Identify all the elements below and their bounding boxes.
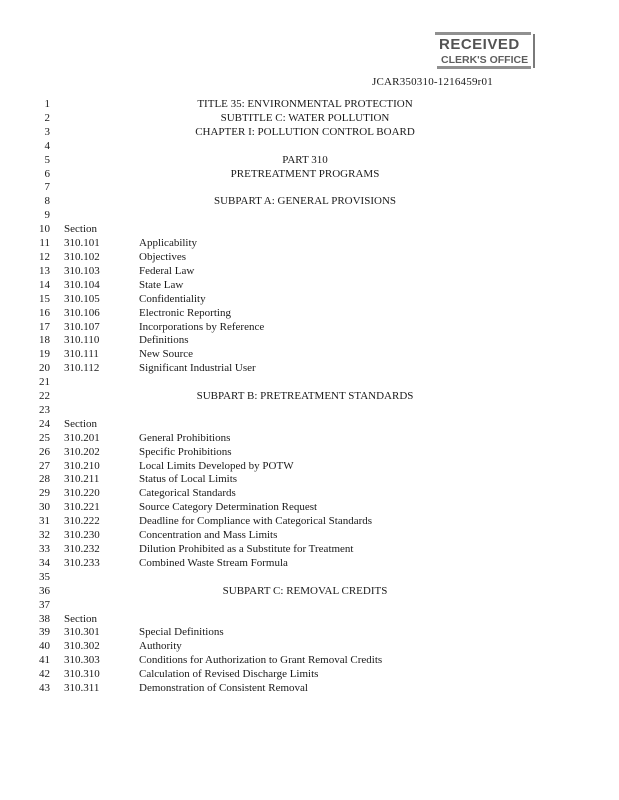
line-number: 29 (39, 487, 50, 500)
section-title: Deadline for Compliance with Categorical Standards (139, 515, 373, 528)
heading-text: SUBPART B: PRETREATMENT STANDARDS (196, 390, 414, 403)
section-number: 310.110 (64, 334, 100, 347)
section-title: Calculation of Revised Discharge Limits (139, 668, 319, 681)
section-number: 310.104 (64, 278, 100, 291)
line-number: 38 (39, 612, 50, 625)
document-line (0, 682, 619, 696)
document-line (0, 348, 619, 362)
section-title: Confidentiality (139, 292, 206, 305)
document-line (0, 585, 619, 599)
line-number: 8 (44, 195, 50, 208)
document-line (0, 265, 619, 279)
section-title: Incorporations by Reference (139, 320, 265, 333)
line-number: 43 (39, 682, 50, 695)
line-number: 26 (39, 445, 50, 458)
document-line (0, 168, 619, 182)
heading-text: PRETREATMENT PROGRAMS (230, 167, 380, 180)
heading-text: SUBTITLE C: WATER POLLUTION (220, 111, 390, 124)
document-line (0, 654, 619, 668)
line-number: 35 (39, 570, 50, 583)
section-title: Authority (139, 640, 182, 653)
line-number: 41 (39, 654, 50, 667)
document-line (0, 112, 619, 126)
line-number: 42 (39, 668, 50, 681)
document-line (0, 321, 619, 335)
document-line (0, 460, 619, 474)
document-line (0, 487, 619, 501)
line-number: 31 (39, 515, 50, 528)
section-title: Special Definitions (139, 626, 224, 639)
section-title: Combined Waste Stream Formula (139, 556, 288, 569)
section-title: General Prohibitions (139, 431, 231, 444)
section-number: 310.220 (64, 487, 100, 500)
section-number: 310.211 (64, 473, 100, 486)
document-body (0, 98, 619, 696)
section-number: 310.103 (64, 264, 100, 277)
section-number: 310.222 (64, 515, 100, 528)
section-number: 310.101 (64, 237, 100, 250)
line-number: 11 (39, 237, 50, 250)
section-number: 310.311 (64, 682, 100, 695)
section-number: 310.106 (64, 306, 100, 319)
line-number: 4 (44, 139, 50, 152)
section-number: 310.232 (64, 543, 100, 555)
section-number: 310.111 (64, 348, 99, 361)
section-title: Local Limits Developed by POTW (139, 459, 294, 472)
line-number: 20 (39, 362, 50, 375)
section-label: Section (64, 223, 97, 236)
document-line (0, 223, 619, 237)
document-line (0, 404, 619, 418)
section-number: 310.301 (64, 626, 100, 639)
document-line (0, 473, 619, 487)
line-number: 37 (39, 598, 50, 611)
line-number: 1 (44, 98, 50, 110)
line-number: 2 (44, 111, 50, 124)
section-title: Demonstration of Consistent Removal (139, 682, 308, 695)
line-number: 21 (39, 376, 50, 389)
document-line (0, 446, 619, 460)
document-line (0, 376, 619, 390)
line-number: 28 (39, 473, 50, 486)
received-stamp-graphic (433, 30, 537, 72)
line-number: 10 (39, 223, 50, 236)
line-number: 3 (44, 125, 50, 138)
document-line (0, 557, 619, 571)
line-number: 17 (39, 320, 50, 333)
document-line (0, 529, 619, 543)
line-number: 40 (39, 640, 50, 653)
section-number: 310.310 (64, 668, 100, 681)
document-line (0, 251, 619, 265)
line-number: 19 (39, 348, 50, 361)
document-line (0, 599, 619, 613)
document-line (0, 668, 619, 682)
line-number: 36 (39, 584, 50, 597)
section-title: New Source (139, 348, 194, 361)
line-number: 25 (39, 431, 50, 444)
section-title: Applicability (139, 237, 198, 250)
section-title: Definitions (139, 334, 189, 347)
section-label: Section (64, 417, 97, 430)
document-line (0, 293, 619, 307)
section-title: Federal Law (139, 264, 195, 277)
section-title: Specific Prohibitions (139, 445, 232, 458)
document-line (0, 237, 619, 251)
section-number: 310.112 (64, 362, 100, 375)
document-line (0, 613, 619, 627)
section-title: Concentration and Mass Limits (139, 529, 278, 542)
line-number: 7 (44, 181, 50, 194)
document-line (0, 543, 619, 557)
document-line (0, 140, 619, 154)
document-id: JCAR350310-1216459r01 (372, 76, 493, 88)
line-number: 24 (39, 417, 50, 430)
document-line (0, 626, 619, 640)
section-title: Conditions for Authorization to Grant Removal Credits (139, 654, 383, 667)
document-line (0, 209, 619, 223)
line-number: 33 (39, 543, 50, 555)
line-number: 39 (39, 626, 50, 639)
section-number: 310.221 (64, 501, 100, 514)
heading-text: TITLE 35: ENVIRONMENTAL PROTECTION (197, 98, 413, 110)
line-number: 32 (39, 529, 50, 542)
section-number: 310.202 (64, 445, 100, 458)
line-number: 13 (39, 264, 50, 277)
received-stamp (433, 30, 537, 72)
document-line (0, 279, 619, 293)
document-line (0, 390, 619, 404)
stamp-clerk-text: CLERK'S OFFICE (441, 54, 529, 66)
line-number: 18 (39, 334, 50, 347)
section-number: 310.105 (64, 292, 100, 305)
stamp-received-text: RECEIVED (439, 36, 520, 53)
heading-text: CHAPTER I: POLLUTION CONTROL BOARD (195, 125, 415, 138)
document-line (0, 307, 619, 321)
section-number: 310.302 (64, 640, 100, 653)
heading-text: PART 310 (282, 153, 328, 166)
section-title: Source Category Determination Request (139, 501, 318, 514)
section-label: Section (64, 612, 97, 625)
document-line (0, 195, 619, 209)
line-number: 27 (39, 459, 50, 472)
section-title: Electronic Reporting (139, 306, 231, 319)
section-number: 310.107 (64, 320, 100, 333)
line-number: 9 (44, 209, 50, 222)
section-title: Objectives (139, 250, 187, 263)
document-line (0, 126, 619, 140)
document-line (0, 432, 619, 446)
section-number: 310.210 (64, 459, 100, 472)
document-line (0, 334, 619, 348)
document-line (0, 515, 619, 529)
line-number: 30 (39, 501, 50, 514)
line-number: 23 (39, 403, 50, 416)
section-title: Categorical Standards (139, 487, 236, 500)
heading-text: SUBPART C: REMOVAL CREDITS (222, 584, 388, 597)
document-line (0, 501, 619, 515)
line-number: 34 (39, 556, 50, 569)
section-number: 310.230 (64, 529, 100, 542)
line-number: 6 (44, 167, 50, 180)
heading-text: SUBPART A: GENERAL PROVISIONS (214, 195, 396, 208)
document-line (0, 181, 619, 195)
section-number: 310.233 (64, 556, 100, 569)
section-number: 310.303 (64, 654, 100, 667)
section-number: 310.201 (64, 431, 100, 444)
document-line (0, 418, 619, 432)
section-title: Significant Industrial User (139, 362, 256, 375)
document-line (0, 640, 619, 654)
line-number: 16 (39, 306, 50, 319)
line-number: 12 (39, 250, 50, 263)
document-line (0, 154, 619, 168)
document-line (0, 362, 619, 376)
line-number: 5 (44, 153, 50, 166)
document-line (0, 571, 619, 585)
section-number: 310.102 (64, 250, 100, 263)
line-number: 22 (39, 390, 50, 403)
section-title: State Law (139, 278, 184, 291)
line-number: 14 (39, 278, 50, 291)
section-title: Status of Local Limits (139, 473, 238, 486)
section-title: Dilution Prohibited as a Substitute for Treatment (139, 543, 354, 555)
line-number: 15 (39, 292, 50, 305)
document-line (0, 98, 619, 112)
